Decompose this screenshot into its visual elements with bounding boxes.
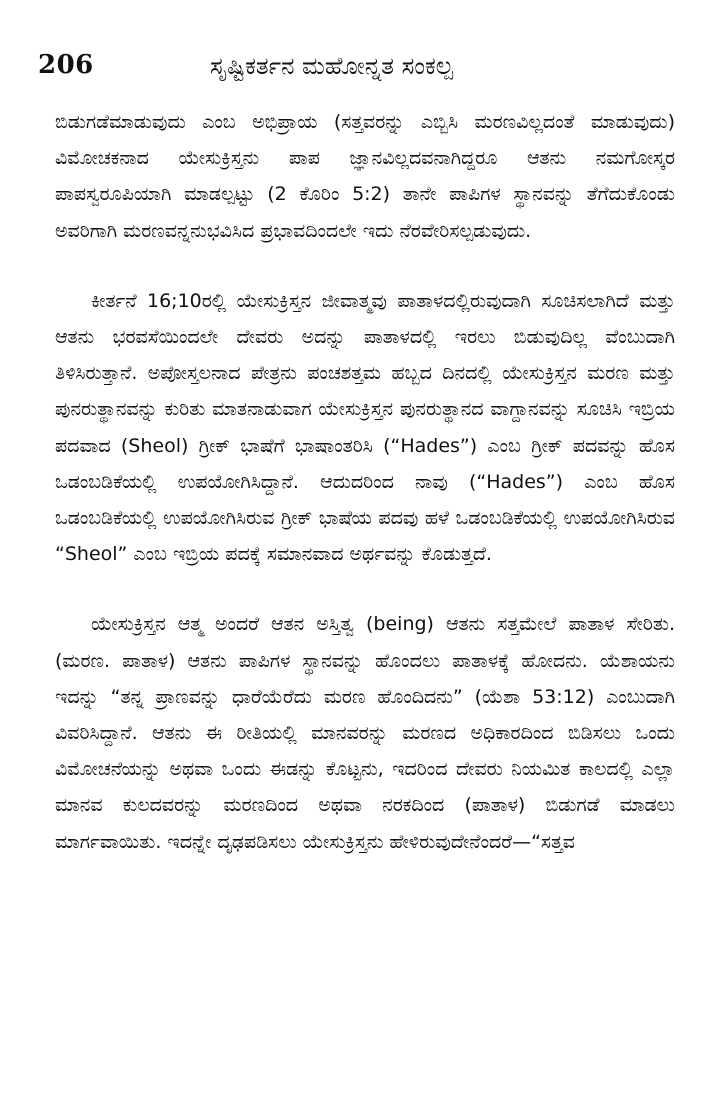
paragraph-1: ಬಿಡುಗಡೆಮಾಡುವುದು ಎಂಬ ಅಭಿಪ್ರಾಯ (ಸತ್ತವರನ್ನು ಎಬ್ಬಿಸಿ ಮರಣವಿಲ್ಲದಂತೆ ಮಾಡುವುದು) ವಿಮೋಚಕನಾದ ಯೇಸುಕ್ರಿಸ್ತನು ಪಾಪ ಜ್ಞಾನವಿಲ್ಲದವನಾಗಿದ್ದರೂ ಆತನು ನಮಗೋಸ್ಕರ ಪಾಪಸ್ವರೂಪಿಯಾಗಿ ಮಾಡಲ್ಪಟ್ಟು (2 ಕೊರಿಂ 5:2) ತಾನೇ ಪಾಪಿಗಳ ಸ್ಥಾನವನ್ನು ತೆಗೆದುಕೊಂಡು ಅವರಿಗಾಗಿ ಮರಣವನ್ನನುಭವಿಸಿದ ಪ್ರಭಾವದಿಂದಲೇ ಇದು ನೆರವೇರಿಸಲ್ಪಡುವುದು. [55, 111, 675, 242]
page-header [0, 42, 704, 88]
paragraph-3: ಯೇಸುಕ್ರಿಸ್ತನ ಆತ್ಮ ಅಂದರೆ ಆತನ ಅಸ್ತಿತ್ವ (being) ಆತನು ಸತ್ತಮೇಲೆ ಪಾತಾಳ ಸೇರಿತು. (ಮರಣ. ಪಾತಾಳ) ಆತನು ಪಾಪಿಗಳ ಸ್ಥಾನವನ್ನು ಹೊಂದಲು ಪಾತಾಳಕ್ಕೆ ಹೋದನು. ಯೆಶಾಯನು ಇದನ್ನು “ತನ್ನ ಪ್ರಾಣವನ್ನು ಧಾರೆಯೆರೆದು ಮರಣ ಹೊಂದಿದನು” (ಯೆಶಾ 53:12) ಎಂಬುದಾಗಿ ವಿವರಿಸಿದ್ದಾನೆ. ಆತನು ಈ ರೀತಿಯಲ್ಲಿ ಮಾನವರನ್ನು ಮರಣದ ಅಧಿಕಾರದಿಂದ ಬಿಡಿಸಲು ಒಂದು ವಿಮೋಚನೆಯನ್ನು ಅಥವಾ ಒಂದು ಈಡನ್ನು ಕೊಟ್ಟನು, ಇದರಿಂದ ದೇವರು ನಿಯಮಿತ ಕಾಲದಲ್ಲಿ ಎಲ್ಲಾ ಮಾನವ ಕುಲದವರನ್ನು ಮರಣದಿಂದ ಅಥವಾ ನರಕದಿಂದ (ಪಾತಾಳ) ಬಿಡುಗಡೆ ಮಾಡಲು ಮಾರ್ಗವಾಯಿತು. ಇದನ್ನೇ ದೃಢಪಡಿಸಲು ಯೇಸುಕ್ರಿಸ್ತನು ಹೇಳಿರುವುದೇನೆಂದರೆ—“ಸತ್ತವ [55, 613, 675, 853]
body-text [55, 104, 675, 860]
paragraph-2: ಕೀರ್ತನೆ 16;10ರಲ್ಲಿ ಯೇಸುಕ್ರಿಸ್ತನ ಜೀವಾತ್ಮವು ಪಾತಾಳದಲ್ಲಿರುವುದಾಗಿ ಸೂಚಿಸಲಾಗಿದೆ ಮತ್ತು ಆತನು ಭರವಸೆಯಿಂದಲೇ ದೇವರು ಅದನ್ನು ಪಾತಾಳದಲ್ಲಿ ಇರಲು ಬಿಡುವುದಿಲ್ಲ ವೆಂಬುದಾಗಿ ತಿಳಿಸಿರುತ್ತಾನೆ. ಅಪೋಸ್ತಲನಾದ ಪೇತ್ರನು ಪಂಚಶತ್ತಮ ಹಬ್ಬದ ದಿನದಲ್ಲಿ ಯೇಸುಕ್ರಿಸ್ತನ ಮರಣ ಮತ್ತು ಪುನರುತ್ಥಾನವನ್ನು ಕುರಿತು ಮಾತನಾಡುವಾಗ ಯೇಸುಕ್ರಿಸ್ತನ ಪುನರುತ್ಥಾನದ ವಾಗ್ದಾನವನ್ನು ಸೂಚಿಸಿ ಇಬ್ರಿಯ ಪದವಾದ (Sheol) ಗ್ರೀಕ್ ಭಾಷೆಗೆ ಭಾಷಾಂತರಿಸಿ (“Hades”) ಎಂಬ ಗ್ರೀಕ್ ಪದವನ್ನು ಹೊಸ ಒಡಂಬಡಿಕೆಯಲ್ಲಿ ಉಪಯೋಗಿಸಿದ್ದಾನೆ. ಆದುದರಿಂದ ನಾವು (“Hades”) ಎಂಬ ಹೊಸ ಒಡಂಬಡಿಕೆಯಲ್ಲಿ ಉಪಯೋಗಿಸಿರುವ ಗ್ರೀಕ್ ಭಾಷೆಯ ಪದವು ಹಳೆ ಒಡಂಬಡಿಕೆಯಲ್ಲಿ ಉಪಯೋಗಿಸಿರುವ “Sheol” ಎಂಬ ಇಬ್ರಿಯ ಪದಕ್ಕೆ ಸಮಾನವಾದ ಅರ್ಥವನ್ನು ಕೊಡುತ್ತದೆ. [55, 289, 675, 566]
running-title: ಸೃಷ್ಟಿಕರ್ತನ ಮಹೋನ್ನತ ಸಂಕಲ್ಪ [210, 52, 454, 80]
page-number: 206 [38, 50, 94, 80]
